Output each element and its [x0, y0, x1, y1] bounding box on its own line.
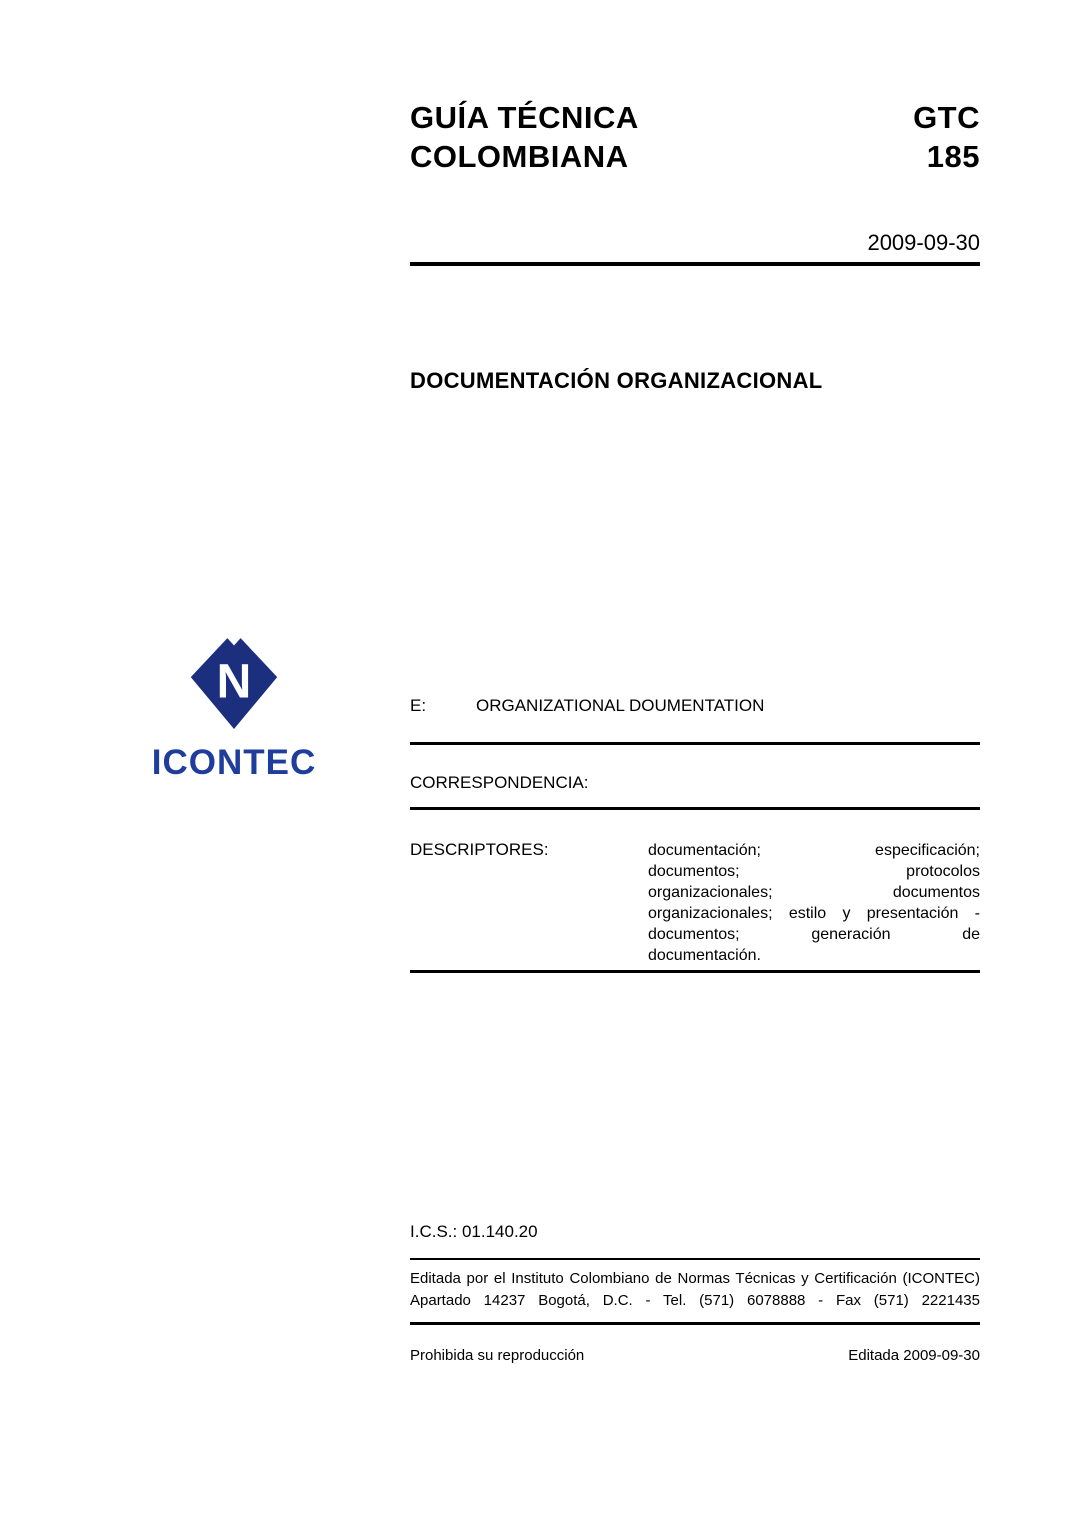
descriptores-label: DESCRIPTORES: — [410, 840, 549, 859]
doc-code-line1: GTC — [913, 100, 980, 135]
footer-left: Prohibida su reproducción — [410, 1347, 585, 1364]
publisher-line: Apartado 14237 Bogotá, D.C. - Tel. (571) 6078888 - Fax (571) 2221435 — [410, 1292, 980, 1309]
icontec-diamond-icon — [186, 626, 282, 734]
english-title: ORGANIZATIONAL DOUMENTATION — [476, 696, 765, 715]
english-title-row — [410, 696, 764, 716]
footer-right: Editada 2009-09-30 — [848, 1347, 980, 1364]
divider — [410, 1258, 980, 1260]
publisher-info — [410, 1268, 980, 1312]
doc-type-line1: GUÍA TÉCNICA — [410, 100, 639, 135]
descriptor-line: organizacionales; documentos — [648, 884, 980, 901]
doc-type-title — [410, 98, 639, 176]
english-label: E: — [410, 696, 427, 715]
icontec-logo — [148, 626, 320, 783]
descriptor-line: documentación; especificación; — [648, 842, 980, 859]
doc-footer — [410, 1347, 980, 1364]
icontec-wordmark: ICONTEC — [151, 743, 317, 782]
ics-code: I.C.S.: 01.140.20 — [410, 1222, 538, 1241]
correspondencia-label: CORRESPONDENCIA: — [410, 773, 589, 792]
divider — [410, 262, 980, 266]
descriptores-text — [648, 840, 980, 966]
descriptor-line: documentos; generación de — [648, 926, 980, 943]
doc-title: DOCUMENTACIÓN ORGANIZACIONAL — [410, 368, 823, 393]
doc-code-line2: 185 — [926, 139, 980, 174]
publisher-line: Editada por el Instituto Colombiano de Normas Técnicas y Certificación (ICONTEC) — [410, 1270, 980, 1287]
doc-type-line2: COLOMBIANA — [410, 139, 629, 174]
doc-date: 2009-09-30 — [867, 230, 980, 255]
descriptor-line: documentación. — [648, 947, 761, 964]
divider — [410, 807, 980, 810]
descriptor-line: documentos; protocolos — [648, 863, 980, 880]
divider — [410, 1322, 980, 1325]
doc-code — [913, 98, 980, 176]
doc-header — [410, 98, 980, 176]
divider — [410, 742, 980, 745]
divider — [410, 970, 980, 973]
descriptor-line: organizacionales; estilo y presentación - — [648, 905, 980, 922]
logo-monogram: N — [216, 655, 252, 709]
